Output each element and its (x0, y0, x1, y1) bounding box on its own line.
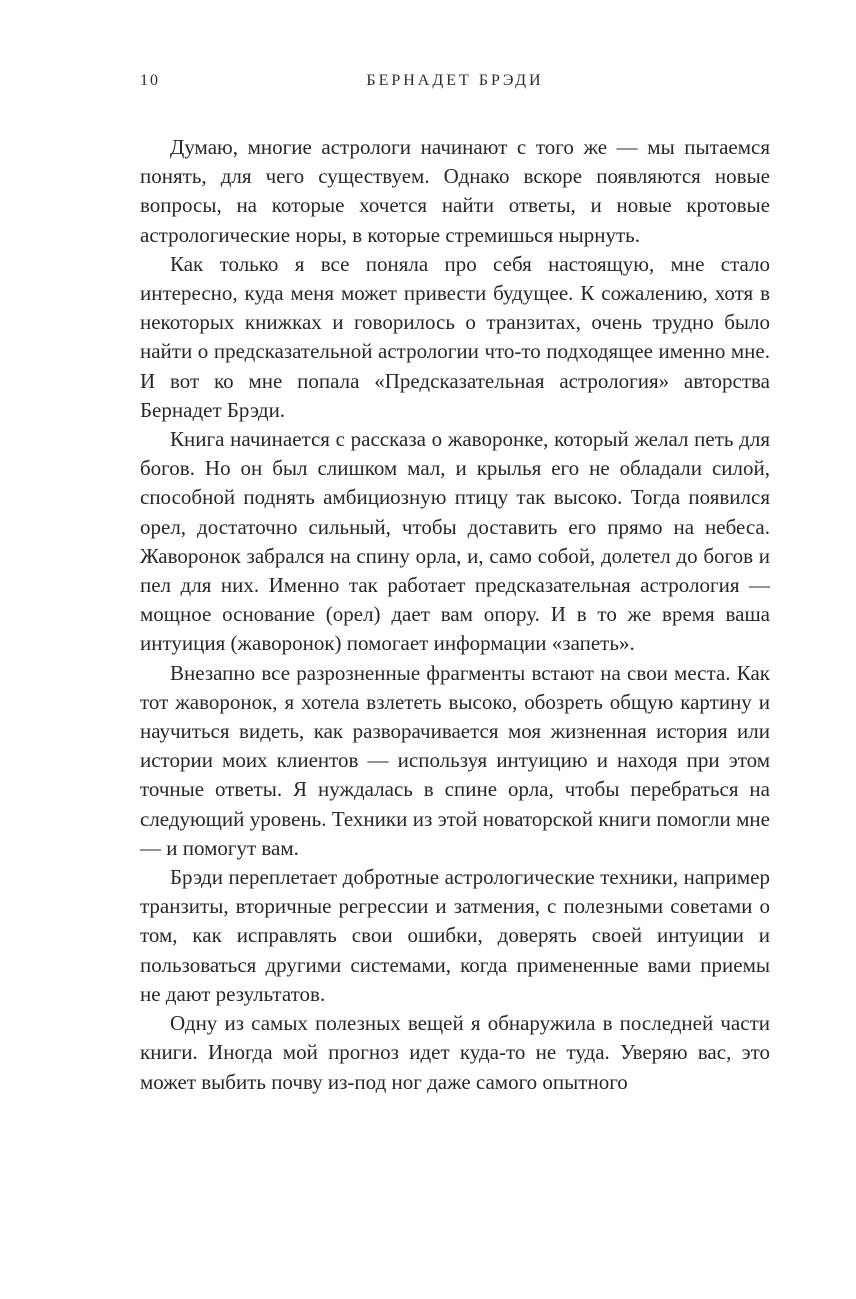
page-number: 10 (140, 72, 160, 89)
page-body-text (140, 133, 770, 1097)
paragraph: Как только я все поняла про себя настоящую, мне стало интересно, куда меня может привести будущее. К сожалению, хотя в некоторых книжках и говорилось о транзитах, очень трудно было найти о предсказательной астрологии что-то подходящее именно мне. И вот ко мне попала «Предсказательная астрология» авторства Бернадет Брэди. (140, 251, 770, 422)
running-header (140, 72, 770, 94)
paragraph: Одну из самых полезных вещей я обнаружила в последней части книги. Иногда мой прогноз идет куда-то не туда. Уверяю вас, это может выбить почву из-под ног даже самого опытного (140, 1011, 770, 1094)
paragraph: Думаю, многие астрологи начинают с того же — мы пытаемся понять, для чего существуем. Однако вскоре появляются новые вопросы, на которые хочется найти ответы, и новые кротовые астрологические норы, в которые стремишься нырнуть. (140, 135, 770, 247)
running-head-title: БЕРНАДЕТ БРЭДИ (366, 72, 544, 89)
paragraph: Книга начинается с рассказа о жаворонке, который желал петь для богов. Но он был слишком мал, и крылья его не обладали силой, способной поднять амбициозную птицу так высоко. Тогда появился орел, достаточно сильный, чтобы доставить его прямо на небеса. Жаворонок забрался на спину орла, и, само собой, долетел до богов и пел для них. Именно так работает предсказательная астрология — мощное основание (орел) дает вам опору. И в то же время ваша интуиция (жаворонок) помогает информации «запеть». (140, 427, 770, 656)
paragraph: Брэди переплетает добротные астрологические техники, например транзиты, вторичные регрессии и затмения, с полезными советами о том, как исправлять свои ошибки, доверять своей интуиции и пользоваться другими системами, когда примененные вами приемы не дают результатов. (140, 865, 770, 1006)
paragraph: Внезапно все разрозненные фрагменты встают на свои места. Как тот жаворонок, я хотела взлететь высоко, обозреть общую картину и научиться видеть, как разворачивается моя жизненная история или истории моих клиентов — используя интуицию и находя при этом точные ответы. Я нуждалась в спине орла, чтобы перебраться на следующий уровень. Техники из этой новаторской книги помогли мне — и помогут вам. (140, 660, 770, 860)
